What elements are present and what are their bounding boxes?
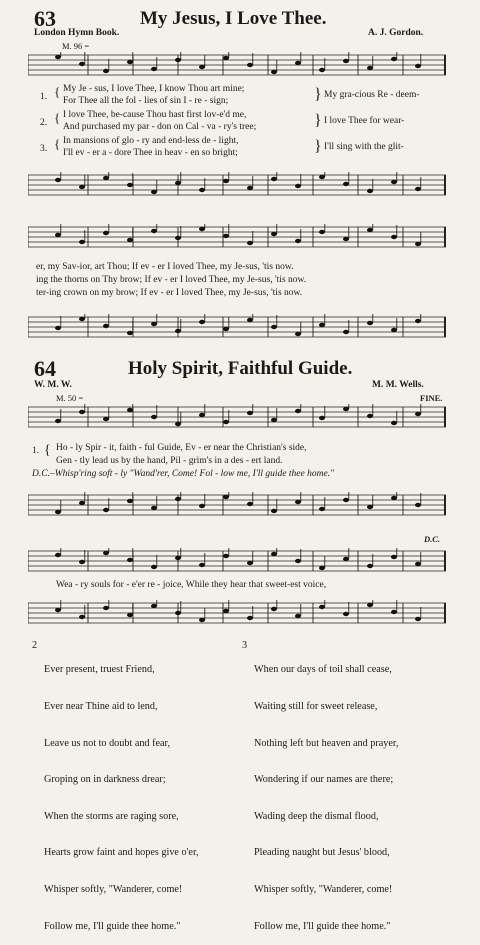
note-head <box>79 410 85 414</box>
note-head <box>391 555 397 559</box>
note-head <box>151 565 157 569</box>
verse-line: Ever near Thine aid to lend, <box>44 701 158 713</box>
refrain-line: I love Thee for wear- <box>324 116 405 126</box>
lyric-line: I love Thee, be-cause Thou hast first lov-e'd me, <box>63 110 247 120</box>
note-head <box>391 610 397 614</box>
note-head <box>199 563 205 567</box>
lyric-line: Gen - tly lead us by the hand, Pil - grim's in a des - ert land. <box>56 456 283 466</box>
note-head <box>343 59 349 63</box>
note-head <box>103 176 109 180</box>
note-head <box>199 618 205 622</box>
note-head <box>271 232 277 236</box>
note-head <box>319 175 325 179</box>
note-head <box>391 496 397 500</box>
note-head <box>175 497 181 501</box>
note-head <box>103 606 109 610</box>
hymn-64-composer: M. M. Wells. <box>372 380 424 390</box>
note-head <box>55 326 61 330</box>
note-head <box>319 416 325 420</box>
note-head <box>151 506 157 510</box>
note-head <box>127 183 133 187</box>
verse-number: 1. <box>32 446 40 456</box>
note-head <box>223 234 229 238</box>
hymn-63-number: 63 <box>34 6 56 31</box>
lyric-line: I'll ev - er a - dore Thee in heav - en so bright; <box>63 148 238 158</box>
verse-line: Leave us not to doubt and fear, <box>44 737 171 749</box>
note-head <box>343 330 349 334</box>
note-head <box>319 507 325 511</box>
note-head <box>55 419 61 423</box>
lyric-line: ing the thorns on Thy brow; If ev - er I loved Thee, my Je-sus, 'tis now. <box>36 275 307 285</box>
note-head <box>367 414 373 418</box>
note-head <box>223 327 229 331</box>
hymn-63-title: My Jesus, I Love Thee. <box>140 8 327 29</box>
brace: } <box>314 112 322 129</box>
note-head <box>367 603 373 607</box>
note-head <box>295 184 301 188</box>
hymn-64-title: Holy Spirit, Faithful Guide. <box>128 358 353 379</box>
note-head <box>415 503 421 507</box>
fine-marking: FINE. <box>420 393 443 403</box>
note-head <box>247 561 253 565</box>
note-head <box>367 505 373 509</box>
note-head <box>79 560 85 564</box>
verse-2-number: 2 <box>32 640 38 651</box>
note-head <box>367 228 373 232</box>
lyric-line: And purchased my par - don on Cal - va - ry's tree; <box>63 122 257 132</box>
note-head <box>271 177 277 181</box>
hymn-64-metronome: M. 50 = <box>56 393 84 403</box>
note-head <box>199 320 205 324</box>
note-head <box>271 325 277 329</box>
verse-line: Pleading naught but Jesus' blood, <box>254 847 390 859</box>
note-head <box>367 321 373 325</box>
note-head <box>151 322 157 326</box>
note-head <box>175 556 181 560</box>
lyric-line: For Thee all the fol - lies of sin I - re - sign; <box>63 96 229 106</box>
note-head <box>175 58 181 62</box>
note-head <box>127 60 133 64</box>
note-head <box>415 617 421 621</box>
note-head <box>55 55 61 59</box>
verse-line: Groping on in darkness drear; <box>44 774 166 786</box>
note-head <box>199 227 205 231</box>
verse-3 <box>254 640 398 945</box>
note-head <box>175 329 181 333</box>
brace: } <box>314 86 322 103</box>
verse-line: Wondering if our names are there; <box>254 774 394 786</box>
note-head <box>199 413 205 417</box>
note-head <box>415 319 421 323</box>
brace: { <box>44 443 51 458</box>
note-head <box>319 323 325 327</box>
note-head <box>391 328 397 332</box>
note-head <box>103 69 109 73</box>
note-head <box>247 616 253 620</box>
staff-64-2-treble <box>28 548 446 574</box>
note-head <box>295 409 301 413</box>
note-head <box>103 324 109 328</box>
lyric-line: D.C.–Whisp'ring soft - ly "Wand'rer, Come! Fol - low me, I'll guide thee home." <box>32 469 335 479</box>
refrain-line: My gra-cious Re - deem- <box>324 90 420 100</box>
note-head <box>127 408 133 412</box>
note-head <box>103 508 109 512</box>
note-head <box>391 421 397 425</box>
hymn-63-source: London Hymn Book. <box>34 28 120 38</box>
note-head <box>271 70 277 74</box>
note-head <box>223 56 229 60</box>
verse-line: Ever present, truest Friend, <box>44 664 155 676</box>
note-head <box>127 331 133 335</box>
note-head <box>199 188 205 192</box>
staff-64-2-bass <box>28 600 446 626</box>
note-head <box>175 236 181 240</box>
note-head <box>223 179 229 183</box>
note-head <box>343 498 349 502</box>
note-head <box>367 564 373 568</box>
note-head <box>295 239 301 243</box>
verse-line: Whisper softly, "Wanderer, come! <box>44 884 183 896</box>
note-head <box>295 559 301 563</box>
note-head <box>295 61 301 65</box>
note-head <box>223 609 229 613</box>
note-head <box>391 57 397 61</box>
note-head <box>415 242 421 246</box>
verse-number: 1. <box>40 92 48 102</box>
note-head <box>79 501 85 505</box>
note-head <box>175 611 181 615</box>
dc-marking: D.C. <box>424 534 441 544</box>
note-head <box>415 412 421 416</box>
note-head <box>223 554 229 558</box>
verse-number: 3. <box>40 144 48 154</box>
verse-3-number: 3 <box>242 640 248 651</box>
note-head <box>271 418 277 422</box>
note-head <box>343 557 349 561</box>
lyric-line: ter-ing crown on my brow; If ev - er I loved Thee, my Je-sus, 'tis now. <box>36 288 303 298</box>
note-head <box>199 504 205 508</box>
verse-number: 2. <box>40 118 48 128</box>
refrain-line: I'll sing with the glit- <box>324 142 404 152</box>
note-head <box>391 235 397 239</box>
note-head <box>175 422 181 426</box>
note-head <box>319 68 325 72</box>
brace: } <box>314 138 322 155</box>
note-head <box>223 495 229 499</box>
lyric-line: Ho - ly Spir - it, faith - ful Guide, Ev - er near the Christian's side, <box>56 443 307 453</box>
lyric-line: My Je - sus, I love Thee, I know Thou art mine; <box>63 84 245 94</box>
verse-line: Follow me, I'll guide thee home." <box>44 920 181 932</box>
note-head <box>367 66 373 70</box>
note-head <box>319 566 325 570</box>
note-head <box>103 231 109 235</box>
note-head <box>151 604 157 608</box>
note-head <box>391 180 397 184</box>
verse-line: Hearts grow faint and hopes give o'er, <box>44 847 199 859</box>
verse-line: Nothing left but heaven and prayer, <box>254 737 399 749</box>
note-head <box>319 605 325 609</box>
verse-line: Wading deep the dismal flood, <box>254 810 379 822</box>
lyric-line: In mansions of glo - ry and end-less de - light, <box>63 136 239 146</box>
note-head <box>295 332 301 336</box>
note-head <box>271 607 277 611</box>
note-head <box>415 562 421 566</box>
staff-63-1-bass <box>28 172 446 198</box>
note-head <box>127 238 133 242</box>
hymn-64-author: W. M. W. <box>34 380 72 390</box>
note-head <box>247 318 253 322</box>
note-head <box>55 233 61 237</box>
note-head <box>295 614 301 618</box>
brace: { <box>54 84 61 99</box>
note-head <box>247 241 253 245</box>
note-head <box>103 551 109 555</box>
verse-2 <box>44 640 198 945</box>
note-head <box>79 62 85 66</box>
verse-line: Whisper softly, "Wanderer, come! <box>254 884 393 896</box>
note-head <box>127 558 133 562</box>
lyric-line: er, my Sav-ior, art Thou; If ev - er I loved Thee, my Je-sus, 'tis now. <box>36 262 294 272</box>
staff-64-1-bass <box>28 492 446 518</box>
note-head <box>79 185 85 189</box>
note-head <box>55 510 61 514</box>
note-head <box>343 612 349 616</box>
hymn-63-metronome: M. 96 = <box>62 41 90 51</box>
brace: { <box>54 110 61 125</box>
note-head <box>343 182 349 186</box>
hymn-63-composer: A. J. Gordon. <box>368 28 424 38</box>
note-head <box>367 189 373 193</box>
note-head <box>247 411 253 415</box>
note-head <box>79 317 85 321</box>
note-head <box>247 186 253 190</box>
note-head <box>79 240 85 244</box>
staff-63-2-bass <box>28 314 446 340</box>
note-head <box>103 417 109 421</box>
note-head <box>343 237 349 241</box>
note-head <box>55 608 61 612</box>
note-head <box>79 615 85 619</box>
note-head <box>127 499 133 503</box>
note-head <box>247 502 253 506</box>
verse-line: When our days of toil shall cease, <box>254 664 392 676</box>
staff-63-1-treble <box>28 52 446 78</box>
note-head <box>199 65 205 69</box>
note-head <box>55 178 61 182</box>
note-head <box>343 407 349 411</box>
note-head <box>175 181 181 185</box>
verse-line: Follow me, I'll guide thee home." <box>254 920 391 932</box>
note-head <box>319 230 325 234</box>
note-head <box>271 509 277 513</box>
note-head <box>247 63 253 67</box>
note-head <box>223 420 229 424</box>
note-head <box>271 552 277 556</box>
verse-line: Waiting still for sweet release, <box>254 701 378 713</box>
note-head <box>55 553 61 557</box>
note-head <box>151 67 157 71</box>
staff-64-1-treble <box>28 404 446 430</box>
verse-line: When the storms are raging sore, <box>44 810 179 822</box>
hymn-64-number: 64 <box>34 356 56 381</box>
note-head <box>151 190 157 194</box>
note-head <box>415 64 421 68</box>
note-head <box>295 500 301 504</box>
staff-63-2-treble <box>28 224 446 250</box>
lyric-line: Wea - ry souls for - e'er re - joice, While they hear that sweet-est voice, <box>56 580 327 590</box>
note-head <box>151 415 157 419</box>
note-head <box>127 613 133 617</box>
brace: { <box>54 136 61 151</box>
note-head <box>151 229 157 233</box>
note-head <box>415 187 421 191</box>
